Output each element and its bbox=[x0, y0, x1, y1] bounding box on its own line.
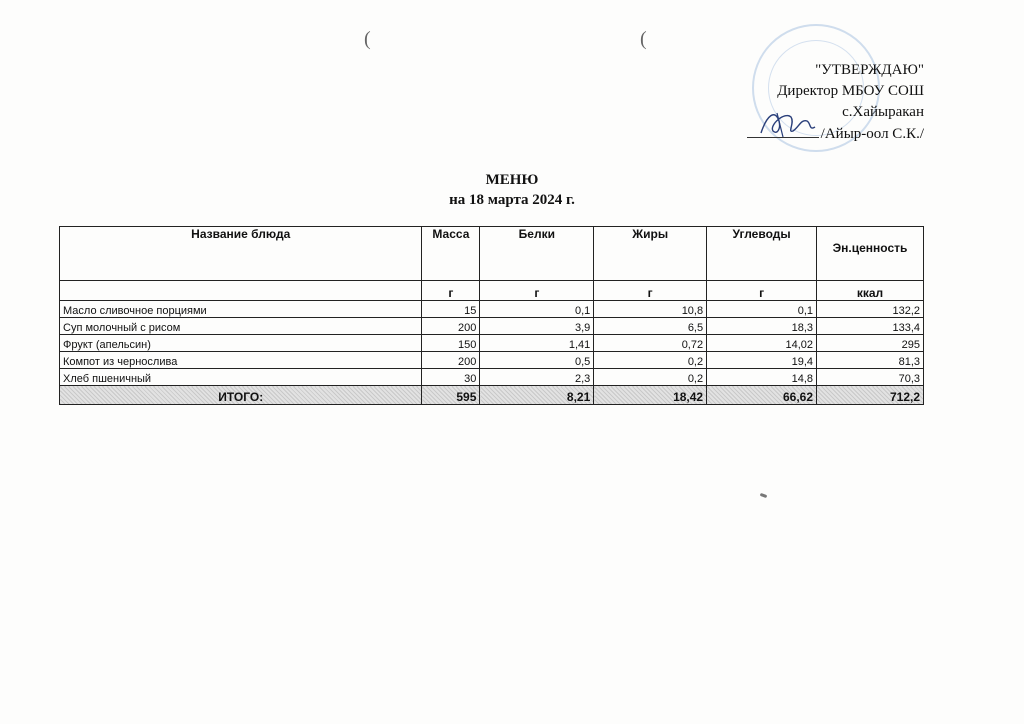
dish-energy: 70,3 bbox=[817, 369, 924, 386]
table-row bbox=[60, 352, 924, 369]
column-header-dish: Название блюда bbox=[60, 227, 422, 281]
dish-carbs: 0,1 bbox=[707, 301, 817, 318]
dish-mass: 200 bbox=[422, 352, 480, 369]
dish-fat: 6,5 bbox=[594, 318, 707, 335]
dish-energy: 133,4 bbox=[817, 318, 924, 335]
dish-energy: 132,2 bbox=[817, 301, 924, 318]
table-row bbox=[60, 369, 924, 386]
dish-mass: 30 bbox=[422, 369, 480, 386]
document-title-block bbox=[0, 170, 1024, 210]
unit-cell-dish bbox=[60, 281, 422, 301]
dish-protein: 0,5 bbox=[480, 352, 594, 369]
dish-fat: 0,2 bbox=[594, 369, 707, 386]
signature-underline bbox=[747, 123, 819, 138]
column-header-energy: Эн.ценность bbox=[817, 227, 924, 281]
column-header-mass: Масса bbox=[422, 227, 480, 281]
unit-cell-fat: г bbox=[594, 281, 707, 301]
total-protein: 8,21 bbox=[480, 386, 594, 405]
scan-artifact-dot bbox=[760, 493, 768, 498]
dish-name: Масло сливочное порциями bbox=[60, 301, 422, 318]
document-date: на 18 марта 2024 г. bbox=[449, 192, 575, 208]
dish-fat: 0,72 bbox=[594, 335, 707, 352]
approval-position: Директор МБОУ СОШ bbox=[777, 83, 924, 99]
unit-cell-protein: г bbox=[480, 281, 594, 301]
dish-protein: 0,1 bbox=[480, 301, 594, 318]
approval-signature-line bbox=[747, 123, 924, 145]
approval-heading: "УТВЕРЖДАЮ" bbox=[815, 62, 924, 78]
column-header-protein: Белки bbox=[480, 227, 594, 281]
table-row bbox=[60, 335, 924, 352]
table-row bbox=[60, 301, 924, 318]
dish-name: Хлеб пшеничный bbox=[60, 369, 422, 386]
scan-artifact-mark: ( bbox=[640, 28, 647, 50]
dish-name: Суп молочный с рисом bbox=[60, 318, 422, 335]
total-carbs: 66,62 bbox=[707, 386, 817, 405]
dish-fat: 0,2 bbox=[594, 352, 707, 369]
dish-energy: 81,3 bbox=[817, 352, 924, 369]
total-fat: 18,42 bbox=[594, 386, 707, 405]
dish-name: Фрукт (апельсин) bbox=[60, 335, 422, 352]
total-row bbox=[60, 386, 924, 405]
dish-carbs: 19,4 bbox=[707, 352, 817, 369]
dish-protein: 3,9 bbox=[480, 318, 594, 335]
dish-name: Компот из чернослива bbox=[60, 352, 422, 369]
column-header-carbs: Углеводы bbox=[707, 227, 817, 281]
document-title: МЕНЮ bbox=[485, 172, 539, 188]
unit-cell-carbs: г bbox=[707, 281, 817, 301]
approval-director-name: /Айыр-оол С.К./ bbox=[820, 126, 924, 142]
column-header-fat: Жиры bbox=[594, 227, 707, 281]
total-label: ИТОГО: bbox=[60, 386, 422, 405]
dish-mass: 15 bbox=[422, 301, 480, 318]
total-energy: 712,2 bbox=[817, 386, 924, 405]
table-units-row bbox=[60, 281, 924, 301]
dish-mass: 200 bbox=[422, 318, 480, 335]
scan-artifact-mark: ( bbox=[364, 28, 371, 50]
handwritten-signature-icon bbox=[757, 105, 817, 141]
approval-block bbox=[747, 60, 924, 145]
dish-carbs: 14,02 bbox=[707, 335, 817, 352]
dish-protein: 1,41 bbox=[480, 335, 594, 352]
unit-cell-mass: г bbox=[422, 281, 480, 301]
dish-mass: 150 bbox=[422, 335, 480, 352]
menu-table bbox=[59, 226, 924, 405]
table-row bbox=[60, 318, 924, 335]
table-header-row bbox=[60, 227, 924, 281]
unit-cell-energy: ккал bbox=[817, 281, 924, 301]
dish-carbs: 14,8 bbox=[707, 369, 817, 386]
total-mass: 595 bbox=[422, 386, 480, 405]
dish-fat: 10,8 bbox=[594, 301, 707, 318]
dish-protein: 2,3 bbox=[480, 369, 594, 386]
dish-energy: 295 bbox=[817, 335, 924, 352]
approval-village: с.Хайыракан bbox=[842, 104, 924, 120]
dish-carbs: 18,3 bbox=[707, 318, 817, 335]
